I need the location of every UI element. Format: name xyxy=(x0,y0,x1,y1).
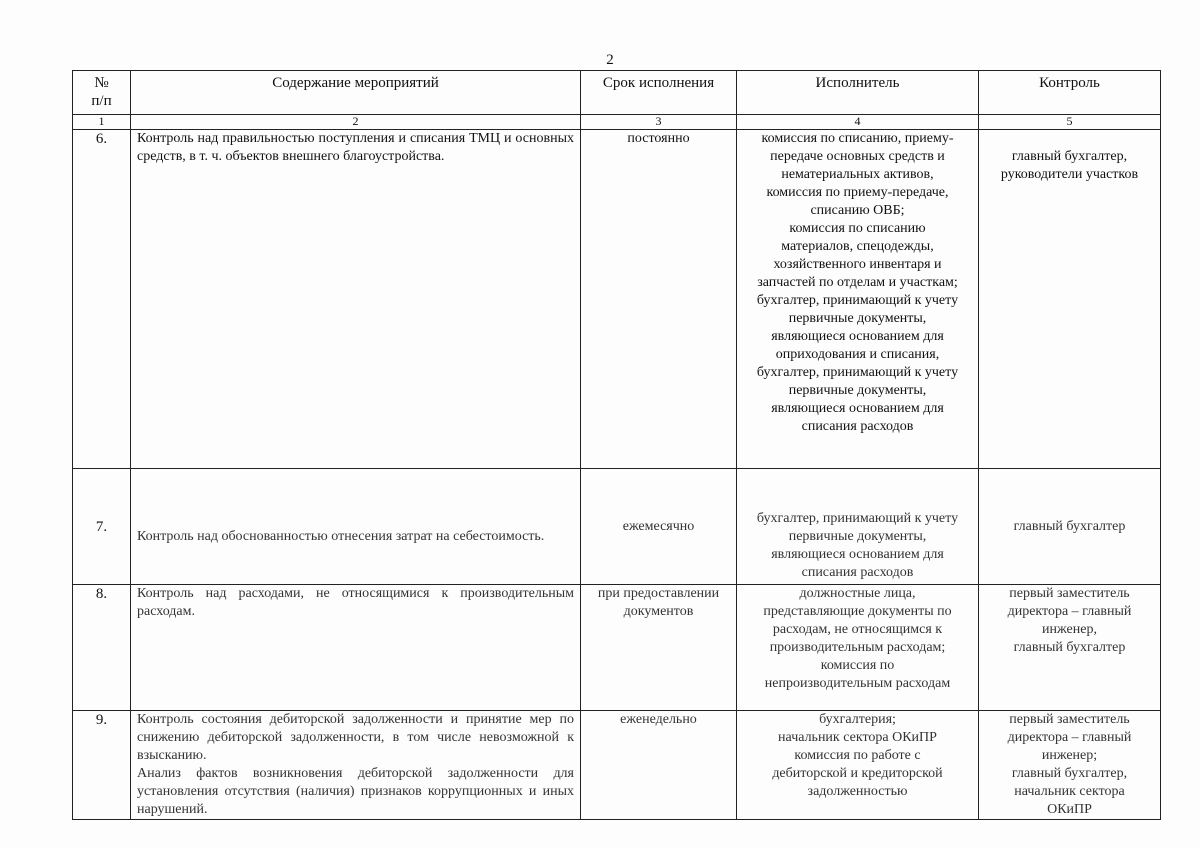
executor-line: производительным расходам; xyxy=(769,640,946,655)
executor-line: комиссия по работе с xyxy=(794,748,921,763)
table-row xyxy=(73,711,1161,820)
row-number: 6. xyxy=(73,130,131,469)
content-paragraph: Контроль состояния дебиторской задолженности и принятие мер по снижению дебиторской задолженности, в том числе невозможной к взысканию. xyxy=(137,712,574,763)
content-paragraph: Анализ фактов возникновения дебиторской задолженности для установления отсутствия (наличия) признаков коррупционных и иных нарушений. xyxy=(137,766,574,817)
table-row xyxy=(73,130,1161,469)
executor-line: начальник сектора ОКиПР xyxy=(778,730,937,745)
executor-line: комиссия по xyxy=(820,658,895,673)
control-line: первый заместитель xyxy=(1009,586,1130,601)
row-executor xyxy=(737,469,979,585)
row-term xyxy=(581,585,737,711)
executor-line: бухгалтерия; xyxy=(819,712,896,727)
executor-line: задолженностью xyxy=(807,784,908,799)
column-index: 3 xyxy=(581,115,737,130)
row-content: Контроль над расходами, не относящимися к производительным расходам. xyxy=(131,585,581,711)
control-line: инженер, xyxy=(1042,622,1097,637)
table-row xyxy=(73,585,1161,711)
header-control: Контроль xyxy=(979,71,1161,115)
row-control xyxy=(979,585,1161,711)
header-term: Срок исполнения xyxy=(581,71,737,115)
row-control xyxy=(979,130,1161,469)
header-content: Содержание мероприятий xyxy=(131,71,581,115)
executor-line: первичные документы, xyxy=(788,383,927,398)
row-executor xyxy=(737,130,979,469)
executor-line: списания расходов xyxy=(801,419,914,434)
header-num-line: № xyxy=(94,75,109,91)
row-number: 7. xyxy=(73,469,131,585)
control-line: главный бухгалтер, xyxy=(1011,766,1128,781)
row-content xyxy=(131,711,581,820)
term-line: при предоставлении xyxy=(597,586,720,601)
executor-line: первичные документы, xyxy=(788,311,927,326)
executor-line: должностные лица, xyxy=(799,586,916,601)
executor-line: списания расходов xyxy=(801,565,914,580)
executor-line: представляющие документы по xyxy=(763,604,952,619)
executor-line: расходам, не относящимся к xyxy=(772,622,943,637)
column-index-row xyxy=(73,115,1161,130)
row-executor xyxy=(737,711,979,820)
header-executor: Исполнитель xyxy=(737,71,979,115)
column-index: 5 xyxy=(979,115,1161,130)
control-line: директора – главный xyxy=(1007,730,1132,745)
control-line: главный бухгалтер xyxy=(1013,640,1126,655)
executor-line: хозяйственного инвентаря и xyxy=(773,257,942,272)
column-index: 1 xyxy=(73,115,131,130)
row-content: Контроль над правильностью поступления и списания ТМЦ и основных средств, в т. ч. объектов внешнего благоустройства. xyxy=(131,130,581,469)
column-index: 2 xyxy=(131,115,581,130)
row-executor xyxy=(737,585,979,711)
row-term: еженедельно xyxy=(581,711,737,820)
control-line: первый заместитель xyxy=(1009,712,1130,727)
page-number: 2 xyxy=(606,52,614,68)
header-num-line: п/п xyxy=(91,93,112,109)
executor-line: комиссия по списанию xyxy=(789,221,926,236)
table-row xyxy=(73,469,1161,585)
control-line: ОКиПР xyxy=(1047,802,1092,817)
executor-line: бухгалтер, принимающий к учету xyxy=(756,293,959,308)
column-index: 4 xyxy=(737,115,979,130)
executor-line: нематериальных активов, xyxy=(781,167,934,182)
row-content: Контроль над обоснованностью отнесения затрат на себестоимость. xyxy=(131,469,581,585)
executor-line: запчастей по отделам и участкам; xyxy=(757,275,958,290)
control-line: директора – главный xyxy=(1007,604,1132,619)
table-header-row xyxy=(73,71,1161,115)
executor-line: материалов, спецодежды, xyxy=(781,239,934,254)
control-line: инженер; xyxy=(1041,748,1098,763)
executor-line: являющиеся основанием для xyxy=(771,401,944,416)
row-term: ежемесячно xyxy=(581,469,737,585)
executor-line: комиссия по приему-передаче, xyxy=(766,185,949,200)
executor-line: комиссия по списанию, приему- xyxy=(761,131,954,146)
executor-line: непроизводительным расходам xyxy=(764,676,951,691)
row-number: 9. xyxy=(73,711,131,820)
executor-line: первичные документы, xyxy=(788,529,927,544)
executor-line: списанию ОВБ; xyxy=(810,203,905,218)
executor-line: бухгалтер, принимающий к учету xyxy=(756,365,959,380)
executor-line: передаче основных средств и xyxy=(770,149,945,164)
executor-line: оприходования и списания, xyxy=(775,347,940,362)
row-control xyxy=(979,469,1161,585)
executor-line: бухгалтер, принимающий к учету xyxy=(756,511,959,526)
executor-line: являющиеся основанием для xyxy=(771,547,944,562)
executor-line: дебиторской и кредиторской xyxy=(772,766,943,781)
control-line: начальник сектора xyxy=(1014,784,1125,799)
term-line: документов xyxy=(623,604,694,619)
row-term: постоянно xyxy=(581,130,737,469)
executor-line: являющиеся основанием для xyxy=(771,329,944,344)
control-line: главный бухгалтер xyxy=(1013,518,1126,534)
row-number: 8. xyxy=(73,585,131,711)
row-control xyxy=(979,711,1161,820)
measures-table xyxy=(72,70,1161,820)
control-line: руководители участков xyxy=(1000,167,1139,182)
header-num xyxy=(73,71,131,115)
control-line: главный бухгалтер, xyxy=(1011,149,1128,164)
